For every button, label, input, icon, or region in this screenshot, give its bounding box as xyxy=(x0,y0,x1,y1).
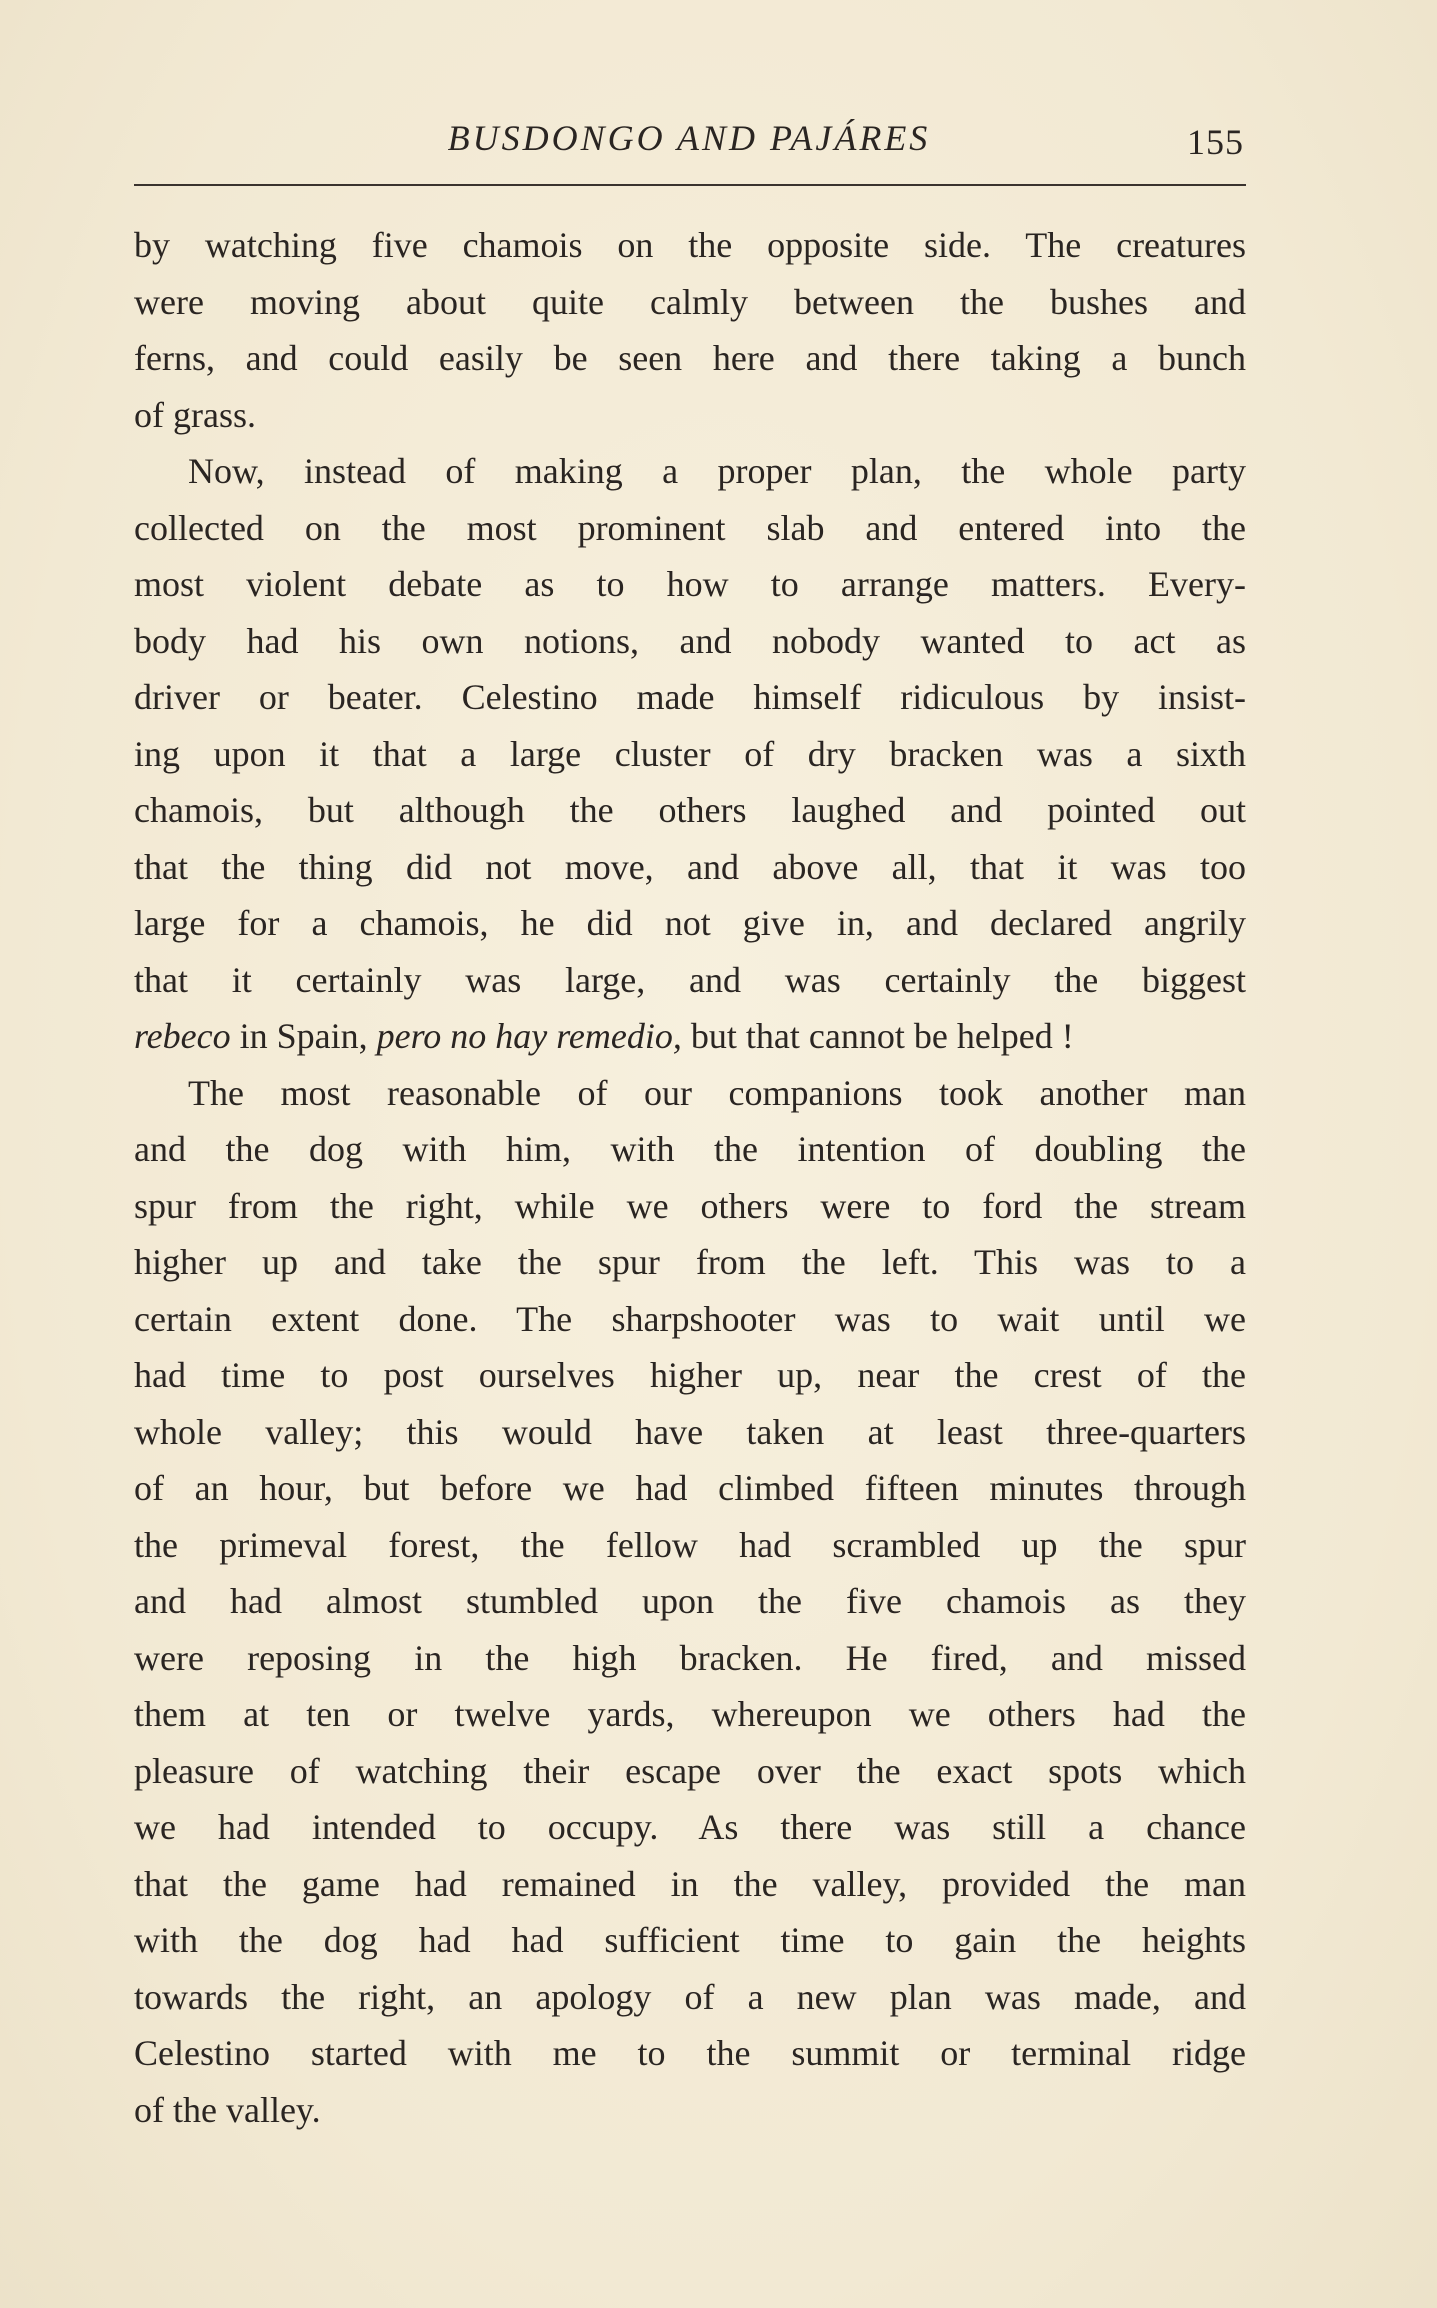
text-line: were moving about quite calmly between the bushes and xyxy=(134,281,1246,322)
text-line: certain extent done. The sharpshooter was to wait until we xyxy=(134,1298,1246,1339)
running-title: BUSDONGO AND PAJÁRES xyxy=(447,118,931,158)
text-line: Now, instead of making a proper plan, the whole party xyxy=(188,451,1246,491)
text-line: pleasure of watching their escape over the exact spots which xyxy=(134,1750,1246,1791)
text-line: towards the right, an apology of a new plan was made, and xyxy=(134,1976,1246,2017)
text-line: had time to post ourselves higher up, near the crest of the xyxy=(134,1355,1246,1395)
text-line: and the dog with him, with the intention of doubling the xyxy=(134,1129,1246,1169)
text-line: we had intended to occupy. As there was still a chance xyxy=(134,1807,1246,1847)
text-line: large for a chamois, he did not give in, and declared angrily xyxy=(134,903,1246,943)
page-number: 155 xyxy=(1187,122,1244,162)
text-line: spur from the right, while we others were to ford the stream xyxy=(134,1185,1246,1226)
text-line: that the game had remained in the valley, provided the man xyxy=(134,1863,1246,1904)
text-line: The most reasonable of our companions took another man xyxy=(188,1072,1246,1113)
italic-word-rebeco: rebeco xyxy=(134,1016,231,1056)
text-line: chamois, but although the others laughed and pointed out xyxy=(134,790,1246,830)
header-rule xyxy=(134,184,1246,186)
text-line-mixed xyxy=(134,1008,1246,1065)
text-line: body had his own notions, and nobody wanted to act as xyxy=(134,620,1246,661)
text-line: higher up and take the spur from the left. This was to a xyxy=(134,1242,1246,1282)
roman-text: in Spain, xyxy=(230,1016,377,1056)
text-line: of an hour, but before we had climbed fifteen minutes through xyxy=(134,1468,1246,1508)
running-head xyxy=(134,113,1244,163)
text-line: of grass. xyxy=(134,394,256,435)
text-line: were reposing in the high bracken. He fired, and missed xyxy=(134,1637,1246,1678)
text-line: driver or beater. Celestino made himself ridiculous by insist- xyxy=(134,677,1246,717)
text-line: ing upon it that a large cluster of dry bracken was a sixth xyxy=(134,733,1246,774)
text-line: collected on the most prominent slab and entered into the xyxy=(134,507,1246,548)
body-text xyxy=(134,217,1246,2138)
text-line: and had almost stumbled upon the five chamois as they xyxy=(134,1581,1246,1621)
text-line: whole valley; this would have taken at least three-quarters xyxy=(134,1411,1246,1452)
text-line: the primeval forest, the fellow had scrambled up the spur xyxy=(134,1524,1246,1565)
text-line: by watching five chamois on the opposite side. The creatures xyxy=(134,225,1246,265)
text-line: most violent debate as to how to arrange matters. Every- xyxy=(134,564,1246,604)
italic-phrase-spanish: pero no hay remedio, xyxy=(376,1016,682,1056)
text-line: Celestino started with me to the summit or terminal ridge xyxy=(134,2033,1246,2073)
text-line: that the thing did not move, and above all, that it was too xyxy=(134,846,1246,887)
roman-text: but that cannot be helped ! xyxy=(681,1016,1074,1056)
text-line: ferns, and could easily be seen here and there taking a bunch xyxy=(134,338,1246,378)
text-line: that it certainly was large, and was certainly the biggest xyxy=(134,959,1246,1000)
text-line: of the valley. xyxy=(134,2089,321,2130)
text-line: them at ten or twelve yards, whereupon we others had the xyxy=(134,1694,1246,1734)
text-line: with the dog had had sufficient time to gain the heights xyxy=(134,1920,1246,1960)
